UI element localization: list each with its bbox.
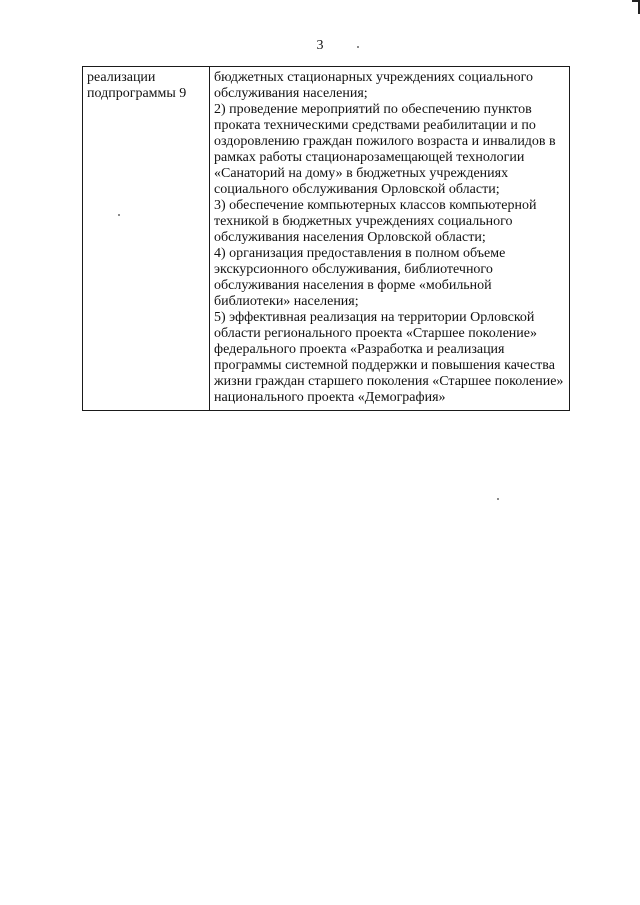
list-item: 4) организация предоставления в полном объеме экскурсионного обслуживания, библиотечного обслуживания населения в форме «мобильной библиотеки» населения; [214,246,506,309]
list-item: 3) обеспечение компьютерных классов компьютерной техникой в бюджетных учреждениях социального обслуживания населения Орловской области; [214,198,537,245]
right-cell [210,67,570,411]
list-item: 2) проведение мероприятий по обеспечению пунктов проката техническими средствами реабилитации и по оздоровлению граждан пожилого возраста и инвалидов в рамках работы стационарозамещающей технологии «Санаторий на дому» в бюджетных учреждениях социального обслуживания Орловской области; [214,102,556,197]
left-cell-text: реализации подпрограммы 9 [87,70,187,101]
list-item: 5) эффективная реализация на территории Орловской области регионального проекта «Старшее поколение» федерального проекта «Разработка и реализация программы системной поддержки и повышения качества жизни граждан старшего поколения «Старшее поколение» национального проекта «Демография» [214,310,564,405]
scan-speck [118,214,120,216]
page-number: 3 [316,38,324,53]
list-item: бюджетных стационарных учреждениях социального обслуживания населения; [214,70,533,101]
scan-speck [497,498,499,500]
left-cell [83,67,210,411]
table-row [83,67,570,411]
program-table [82,66,570,411]
scan-speck [357,46,359,48]
scan-corner-mark [632,0,640,14]
